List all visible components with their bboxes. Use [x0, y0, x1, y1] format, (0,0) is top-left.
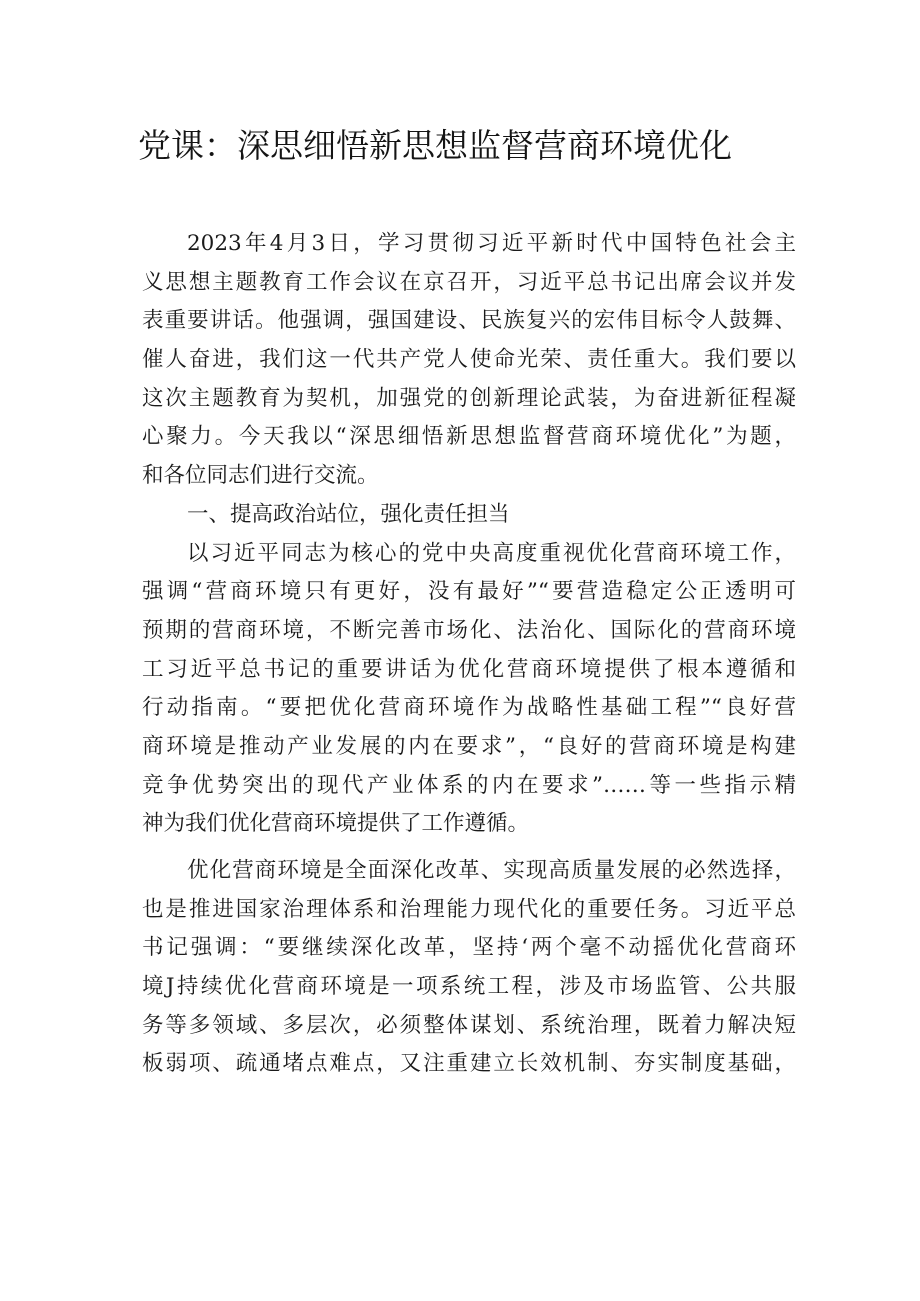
paragraph-2	[142, 535, 796, 845]
text-line: 商环境是推动产业发展的内在要求”，“良好的营商环境是构建	[142, 733, 796, 759]
text-line: 和各位同志们进行交流。	[142, 463, 379, 489]
paragraph-3	[142, 852, 796, 1084]
text-line: 神为我们优化营商环境提供了工作遵循。	[142, 811, 530, 837]
text-line: 工习近平总书记的重要讲话为优化营商环境提供了根本遵循和	[142, 656, 796, 682]
text-line: 义思想主题教育工作会议在京召开，习近平总书记出席会议并发	[142, 269, 796, 295]
document-title: 党课：深思细悟新思想监督营商环境优化	[138, 126, 732, 165]
paragraph-spacer	[142, 844, 796, 852]
text-line: 务等多领域、多层次，必须整体谋划、系统治理，既着力解决短	[142, 1012, 796, 1038]
text-line: 以习近平同志为核心的党中央高度重视优化营商环境工作，	[187, 540, 796, 566]
text-line: 心聚力。今天我以“深思细悟新思想监督营商环境优化”为题，	[142, 424, 796, 450]
text-line: 行动指南。“要把优化营商环境作为战略性基础工程”“良好营	[142, 695, 796, 721]
text-line: 催人奋进，我们这一代共产党人使命光荣、责任重大。我们要以	[142, 347, 796, 373]
text-line: 强调“营商环境只有更好，没有最好”“要营造稳定公正透明可	[142, 579, 796, 605]
text-line: 一、提高政治站位，强化责任担当	[187, 501, 510, 527]
paragraph-intro	[142, 225, 796, 496]
text-line: 优化营商环境是全面深化改革、实现高质量发展的必然选择，	[187, 858, 796, 883]
text-line: 竞争优势突出的现代产业体系的内在要求”……等一些指示精	[142, 772, 796, 798]
section-heading-1	[142, 496, 796, 535]
text-line: 预期的营商环境，不断完善市场化、法治化、国际化的营商环境	[142, 617, 796, 643]
document-body	[142, 225, 796, 1084]
text-line: 书记强调：“要继续深化改革，坚持‘两个毫不动摇优化营商环	[142, 935, 796, 961]
text-line: 2023年4月3日，学习贯彻习近平新时代中国特色社会主	[187, 231, 796, 256]
text-line: 表重要讲话。他强调，强国建设、民族复兴的宏伟目标令人鼓舞、	[142, 308, 796, 334]
text-line: 境J持续优化营商环境是一项系统工程，涉及市场监管、公共服	[142, 974, 796, 1000]
text-line: 这次主题教育为契机，加强党的创新理论武装，为奋进新征程凝	[142, 385, 796, 411]
text-line: 板弱项、疏通堵点难点，又注重建立长效机制、夯实制度基础，	[142, 1051, 796, 1077]
text-line: 也是推进国家治理体系和治理能力现代化的重要任务。习近平总	[142, 896, 796, 922]
